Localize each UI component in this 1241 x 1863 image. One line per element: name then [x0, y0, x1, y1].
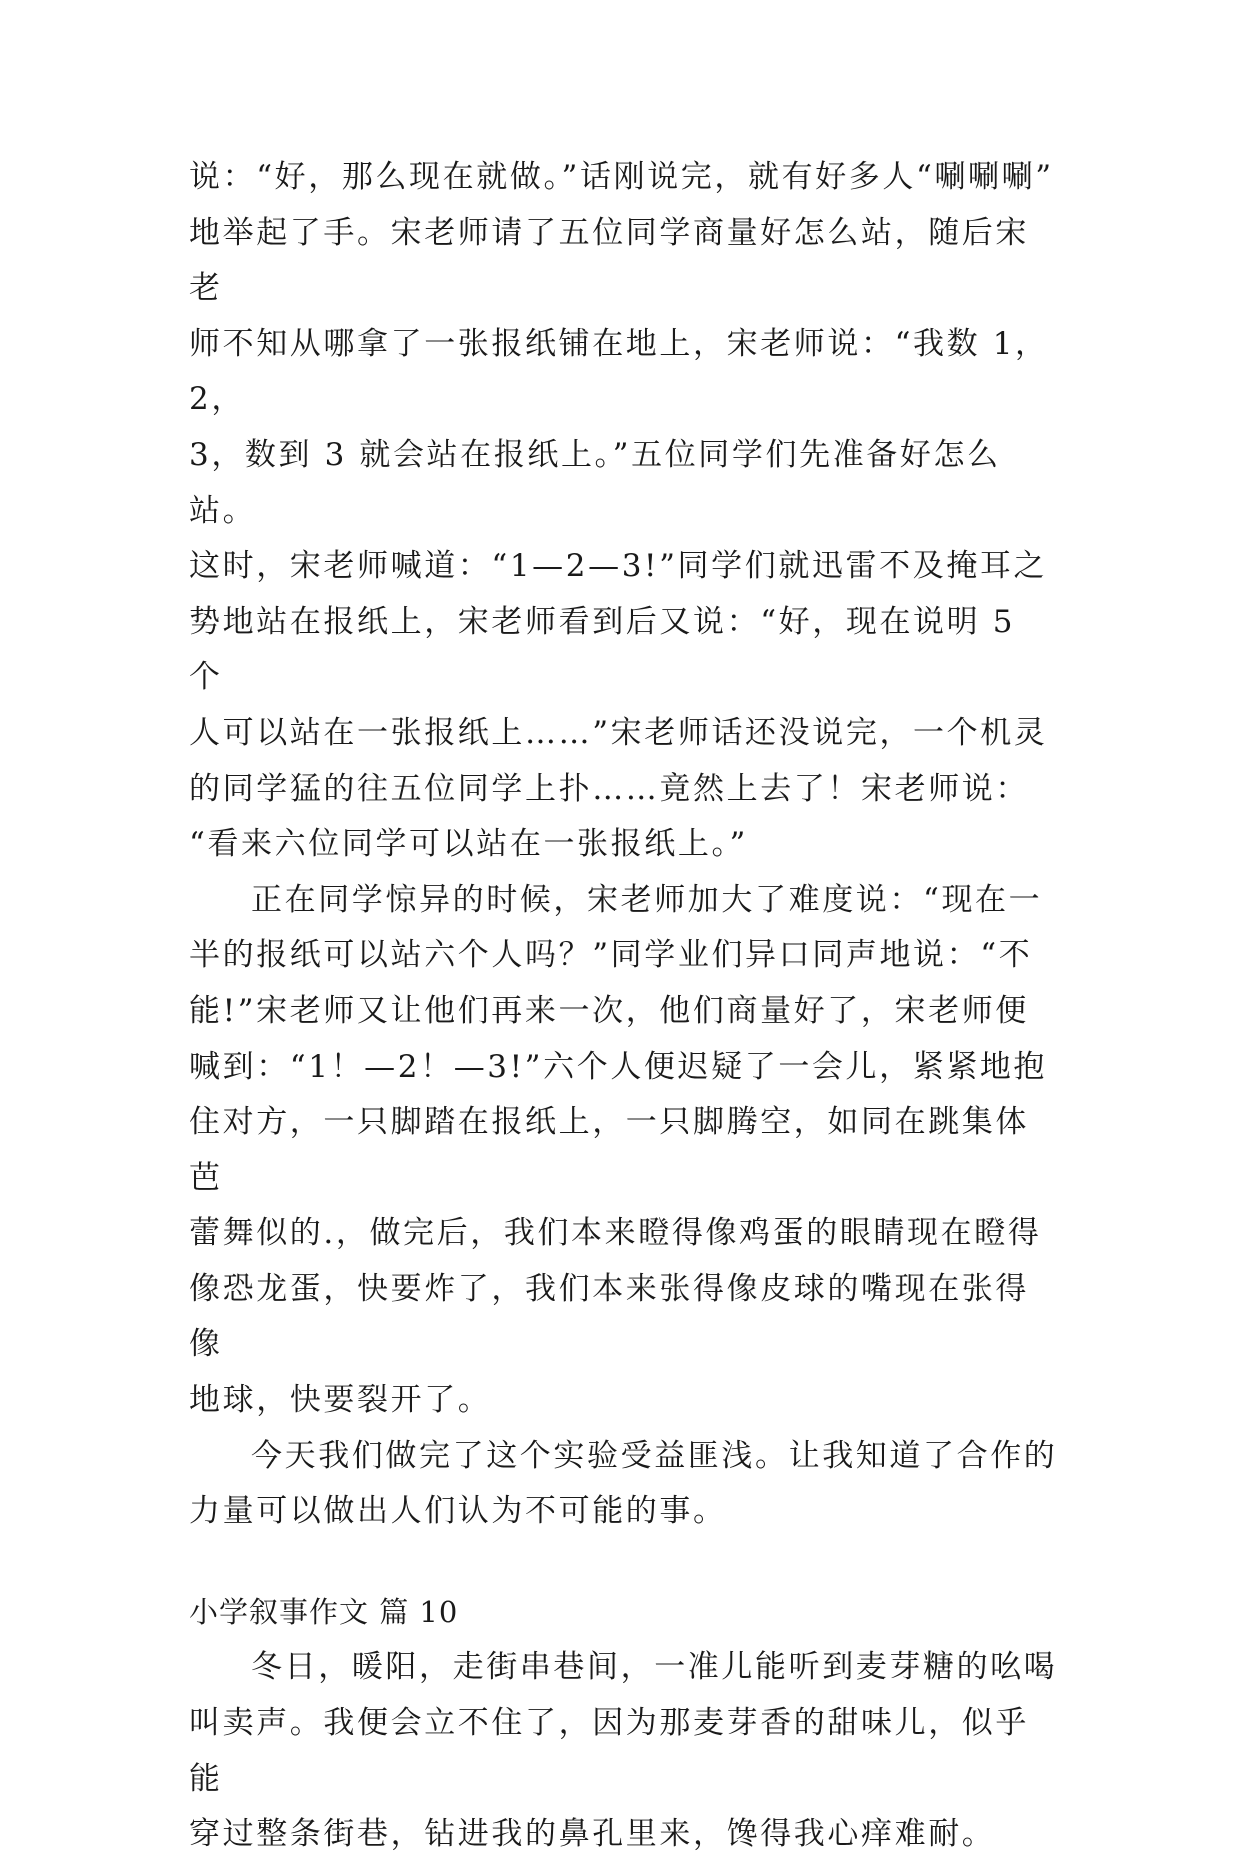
- body-paragraph: 冬日，暖阳，走街串巷间，一准儿能听到麦芽糖的吆喝 叫卖声。我便会立不住了，因为那麦芽香的甜味儿，似乎能 穿过整条街巷，钻进我的鼻孔里来，馋得我心痒难耐。: [189, 1649, 1058, 1853]
- body-paragraph: 说：“好，那么现在就做。”话刚说完，就有好多人“唰唰唰” 地举起了手。宋老师请了五位同学商量好怎么站，随后宋老 师不知从哪拿了一张报纸铺在地上，宋老师说：“我数 1，2， 3，数到 3 就会站在报纸上。”五位同学们先准备好怎么站。 这时，宋老师喊道：“1—2—3!”同学们就迅雷不及掩耳之 势地站在报纸上，宋老师看到后又说：“好，现在说明 5 个 人可以站在一张报纸上……”宋老师话还没说完，一个机灵 的同学猛的往五位同学上扑……竟然上去了！宋老师说： “看来六位同学可以站在一张报纸上。”: [189, 159, 1054, 863]
- body-paragraph: 正在同学惊异的时候，宋老师加大了难度说：“现在一 半的报纸可以站六个人吗？”同学业们异口同声地说：“不 能!”宋老师又让他们再来一次，他们商量好了，宋老师便 喊到：“1！—2！—3!”六个人便迟疑了一会儿，紧紧地抱 住对方，一只脚踏在报纸上，一只脚腾空，如同在跳集体芭 蕾舞似的.，做完后，我们本来瞪得像鸡蛋的眼睛现在瞪得 像恐龙蛋，快要炸了，我们本来张得像皮球的嘴现在张得像 地球，快要裂开了。: [189, 881, 1048, 1419]
- body-paragraph: 今天我们做完了这个实验受益匪浅。让我知道了合作的 力量可以做出人们认为不可能的事。: [189, 1437, 1058, 1530]
- document-page: [189, 150, 1059, 1863]
- section-heading: 小学叙事作文 篇 10: [189, 1594, 459, 1629]
